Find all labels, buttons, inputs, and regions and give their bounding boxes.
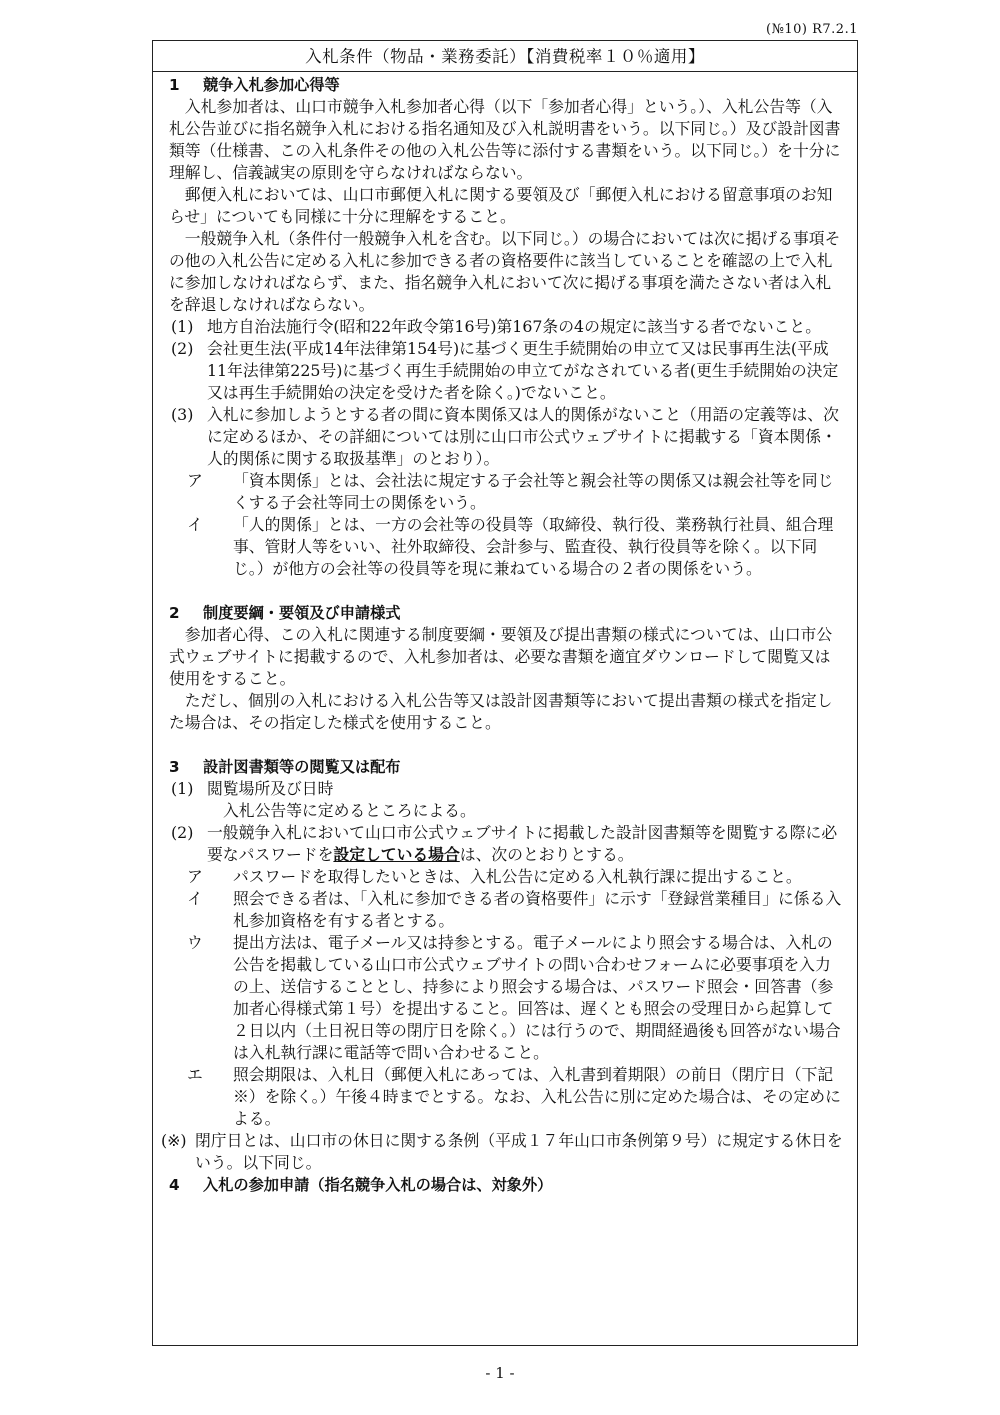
page-number: - 1 - [485,1364,515,1382]
section-4-heading [169,1174,843,1196]
paragraph: 郵便入札においては、山口市郵便入札に関する要領及び「郵便入札における留意事項のお知らせ」についても同様に十分に理解をすること。 [169,185,833,226]
item-text: 入札に参加しようとする者の間に資本関係又は人的関係がないこと（用語の定義等は、次に定めるほか、その詳細については別に山口市公式ウェブサイトに掲載する「資本関係・人的関係に関する取扱基準」のとおり）。 [207,405,839,468]
item-text: 会社更生法(平成14年法律第154号)に基づく更生手続開始の申立て又は民事再生法(平成11年法律第225号)に基づく再生手続開始の申立てがなされている者(更生手続開始の決定又は再生手続開始の決定を受けた者を除く。)でないこと。 [207,339,839,402]
sub-item [187,470,843,514]
note-text: 閉庁日とは、山口市の休日に関する条例（平成１７年山口市条例第９号）に規定する休日をいう。以下同じ。 [195,1131,843,1172]
item-marker: ウ [187,933,203,952]
section-number: 3 [169,758,180,776]
item-text: 提出方法は、電子メール又は持参とする。電子メールにより照会する場合は、入札の公告を掲載している山口市公式ウェブサイトの問い合わせフォームに必要事項を入力の上、送信することとし、持参により照会する場合は、パスワード照会・回答書（参加者心得様式第１号）を提出すること。回答は、遅くとも照会の受理日から起算して２日以内（土日祝日等の閉庁日を除く。）には行うので、期間経過後も回答がない場合は入札執行課に電話等で問い合わせること。 [233,933,841,1062]
section-1-heading [169,74,843,96]
item-marker: (1) [171,317,194,336]
footnote [161,1130,843,1174]
section-2-heading [169,602,843,624]
item-text: 地方自治法施行令(昭和22年政令第16号)第167条の4の規定に該当する者でないこと。 [207,317,822,336]
list-item [171,404,843,470]
item-text-pre: 一般競争入札において山口市公式ウェブサイトに掲載した設計図書類等を閲覧する際に必要なパスワードを [207,823,838,864]
sub-item [187,1064,843,1130]
paragraph: 参加者心得、この入札に関連する制度要綱・要領及び提出書類の様式については、山口市公式ウェブサイトに掲載するので、入札参加者は、必要な書類を適宜ダウンロードして閲覧又は使用をすること。 [169,625,833,688]
document-body [153,72,857,1196]
sub-item [187,888,843,932]
section-title: 設計図書類等の閲覧又は配布 [203,758,401,776]
item-marker: ア [187,867,203,886]
item-text: 「人的関係」とは、一方の会社等の役員等（取締役、執行役、業務執行社員、組合理事、管財人等をいい、社外取締役、会計参与、監査役、執行役員等を除く。以下同じ。）が他方の会社等の役員等を現に兼ねている場合の２者の関係をいう。 [233,515,834,578]
item-marker: イ [187,515,203,534]
item-marker: (3) [171,405,194,424]
emphasized-text: 設定している場合 [333,845,460,864]
document-code: (№10) R7.2.1 [766,22,858,37]
section-title: 競争入札参加心得等 [203,76,340,94]
section-number: 1 [169,76,180,94]
item-text [207,822,843,866]
item-text: 閲覧場所及び日時 [207,779,334,798]
item-marker: (2) [171,823,194,842]
item-marker: エ [187,1065,203,1084]
note-marker: (※) [161,1131,187,1150]
section-number: 4 [169,1176,180,1194]
item-marker: (2) [171,339,194,358]
section-number: 2 [169,604,180,622]
conditions-frame [152,40,858,1346]
section-title: 制度要綱・要領及び申請様式 [203,604,401,622]
list-item [171,316,843,338]
item-text: 照会期限は、入札日（郵便入札にあっては、入札書到着期限）の前日（閉庁日（下記※）を除く。）午後４時までとする。なお、入札公告に別に定めた場合は、その定めによる。 [233,1065,841,1128]
item-text: 「資本関係」とは、会社法に規定する子会社等と親会社等の関係又は親会社等を同じくする子会社等同士の関係をいう。 [233,471,834,512]
sub-item [187,866,843,888]
paragraph: ただし、個別の入札における入札公告等又は設計図書類等において提出書類の様式を指定した場合は、その指定した様式を使用すること。 [169,691,833,732]
item-text-post: は、次のとおりとする。 [459,845,634,864]
item-text: パスワードを取得したいときは、入札公告に定める入札執行課に提出すること。 [233,867,802,886]
paragraph: 入札参加者は、山口市競争入札参加者心得（以下「参加者心得」という。）、入札公告等（入札公告並びに指名競争入札における指名通知及び入札説明書をいう。以下同じ。）及び設計図書類等（仕様書、この入札条件その他の入札公告等に添付する書類をいう。以下同じ。）を十分に理解し、信義誠実の原則を守らなければならない。 [169,97,841,182]
item-marker: (1) [171,779,194,798]
section-3-heading [169,756,843,778]
paragraph: 一般競争入札（条件付一般競争入札を含む。以下同じ。）の場合においては次に掲げる事項その他の入札公告に定める入札に参加できる者の資格要件に該当していることを確認の上で入札に参加しなければならず、また、指名競争入札において次に掲げる事項を満たさない者は入札を辞退しなければならない。 [169,229,841,314]
sub-item [187,514,843,580]
item-text: 照会できる者は、「入札に参加できる者の資格要件」に示す「登録営業種目」に係る入札参加資格を有する者とする。 [233,889,842,930]
list-item [171,778,843,800]
list-item [171,822,843,866]
document-title: 入札条件（物品・業務委託）【消費税率１０％適用】 [153,41,857,72]
paragraph: 入札公告等に定めるところによる。 [223,801,476,820]
section-title: 入札の参加申請（指名競争入札の場合は、対象外） [203,1176,553,1194]
sub-item [187,932,843,1064]
list-item [171,338,843,404]
item-marker: イ [187,889,203,908]
item-marker: ア [187,471,203,490]
